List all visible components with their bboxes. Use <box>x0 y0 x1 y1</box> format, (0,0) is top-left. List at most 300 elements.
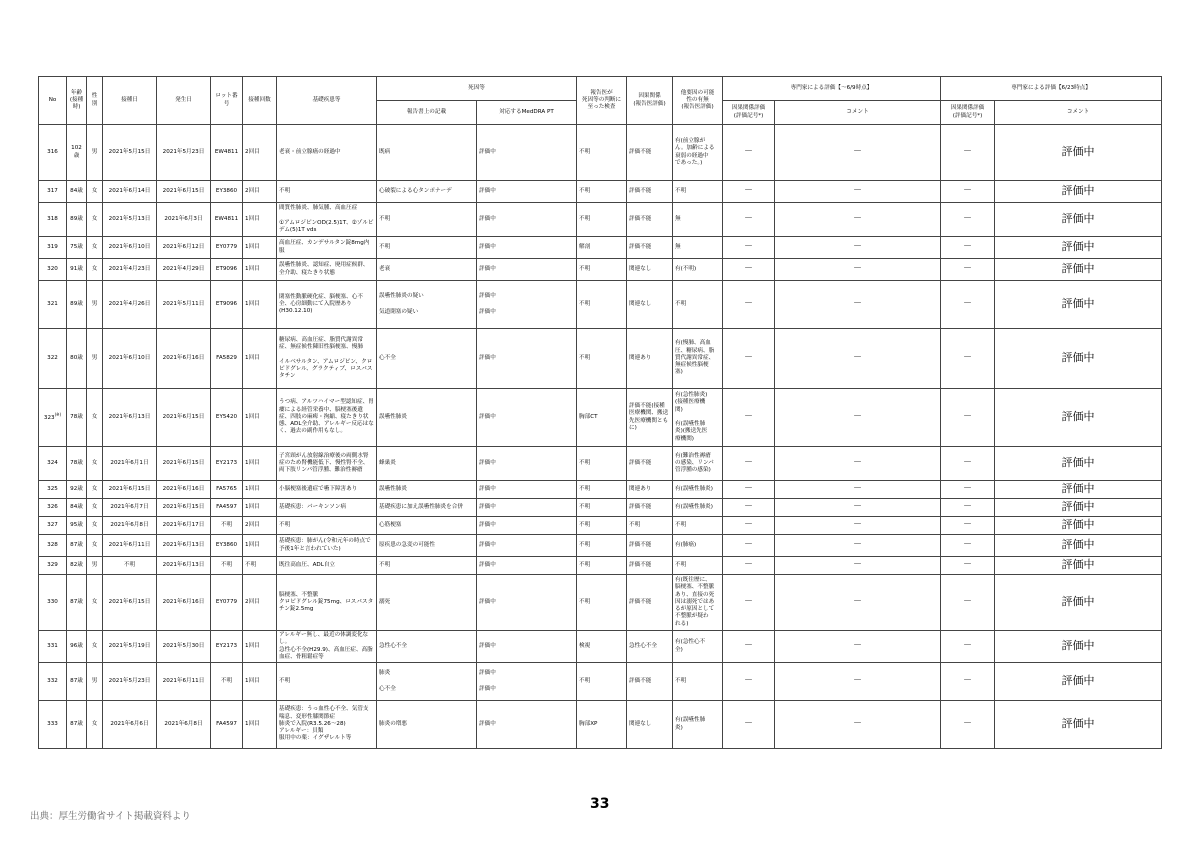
cell-cause-meddra-line: 評価中 <box>479 265 496 272</box>
cell-sex <box>87 499 103 517</box>
cell-no-text: 328 <box>47 541 58 548</box>
cell-no <box>39 663 67 701</box>
cell-cause-meddra-line: 評価中 <box>479 215 496 222</box>
cell-lot <box>211 181 243 203</box>
cell-onset-date-text: 2021年6月3日 <box>164 215 203 222</box>
cell-age-text: 87歳 <box>70 598 83 605</box>
cell-age <box>67 237 87 259</box>
cell-expert1-eval-text: － <box>744 519 754 530</box>
cell-expert2-comment <box>995 663 1162 701</box>
cell-lot <box>211 575 243 631</box>
header-expert2-group: 専門家による評価【6/23時点】 <box>941 77 1162 101</box>
cell-vaccination-date <box>103 237 157 259</box>
cell-expert2-eval <box>941 329 995 389</box>
cell-age <box>67 575 87 631</box>
cell-underlying-text: アレルギー無し、最近の体調変化なし。 急性心不全(H29.9)、高血圧症、高脂血症、骨粗鬆症等 <box>279 632 373 660</box>
row-footnote-mark: (※) <box>54 412 62 418</box>
cell-cause-meddra <box>477 125 577 181</box>
cell-expert1-eval-text: － <box>744 718 754 729</box>
cell-sex <box>87 389 103 447</box>
cell-cause-meddra-line: 評価中 <box>479 670 496 677</box>
cell-lot-text: EY0779 <box>215 243 238 250</box>
cell-age-text: 95歳 <box>70 521 83 528</box>
cell-onset-date-text: 2021年6月15日 <box>162 459 205 466</box>
cell-exam-text: 解剖 <box>579 243 591 250</box>
cell-cause-meddra-line: 評価中 <box>479 293 496 300</box>
cell-expert1-comment-text: － <box>853 596 863 607</box>
cell-cause-meddra <box>477 701 577 749</box>
cell-expert1-eval-text: － <box>744 146 754 157</box>
page-number: 33 <box>590 796 610 812</box>
cell-sex <box>87 181 103 203</box>
cell-other-cause-text: 無 <box>675 243 681 250</box>
cell-dose <box>243 631 277 663</box>
cell-expert1-comment-text: － <box>853 539 863 550</box>
cell-onset-date-text: 2021年6月16日 <box>162 354 205 361</box>
cell-vaccination-date-text: 2021年5月19日 <box>108 642 151 649</box>
cell-onset-date <box>157 203 211 237</box>
cell-dose <box>243 125 277 181</box>
cell-dose-text: 1回目 <box>245 720 260 727</box>
table-row <box>39 535 1162 557</box>
cell-exam <box>577 701 627 749</box>
cell-underlying <box>277 447 377 481</box>
cell-no-text: 333 <box>47 720 58 727</box>
cell-sex <box>87 575 103 631</box>
cell-cause-meddra <box>477 329 577 389</box>
cell-expert2-comment <box>995 329 1162 389</box>
cell-sex <box>87 631 103 663</box>
table-row <box>39 663 1162 701</box>
cell-exam <box>577 481 627 499</box>
cell-cause-meddra-line: 評価中 <box>479 485 496 492</box>
cell-no <box>39 535 67 557</box>
cell-expert1-comment <box>775 281 941 329</box>
cell-onset-date-text: 2021年6月16日 <box>162 485 205 492</box>
cell-sex-text: 女 <box>91 503 98 510</box>
cell-cause-meddra <box>477 663 577 701</box>
header-lot: ロット番号 <box>211 77 243 125</box>
cell-age <box>67 701 87 749</box>
cell-exam <box>577 557 627 575</box>
cell-expert1-comment-text: － <box>853 263 863 274</box>
cell-vaccination-date <box>103 447 157 481</box>
cell-expert2-eval-text: － <box>963 352 973 363</box>
cell-vaccination-date <box>103 557 157 575</box>
cell-expert2-eval-text: － <box>963 675 973 686</box>
cell-age <box>67 535 87 557</box>
cell-expert1-eval <box>723 631 775 663</box>
cell-age <box>67 389 87 447</box>
cell-underlying-text: 糖尿病、高血圧症、脂質代謝異常症、無症候性陳旧性脳梗塞、慢肺 イルベサルタン、アムロジピン、クロピドグレル、グラクティブ、ロスバスタチン <box>279 336 373 380</box>
cell-sex <box>87 663 103 701</box>
cell-dose-text: 2回目 <box>245 598 260 605</box>
cell-causality <box>627 447 673 481</box>
cell-expert2-comment-text: 評価中 <box>1061 240 1095 254</box>
cell-causality-text: 評価不能 <box>629 503 652 510</box>
cell-expert1-eval <box>723 499 775 517</box>
cell-no <box>39 557 67 575</box>
cell-onset-date-text: 2021年6月15日 <box>162 503 205 510</box>
cell-expert2-comment-text: 評価中 <box>1061 482 1095 496</box>
cell-onset-date <box>157 701 211 749</box>
cell-onset-date <box>157 281 211 329</box>
cell-expert1-eval-text: － <box>744 457 754 468</box>
cell-underlying-text: 基礎疾患：うっ血性心不全、気管支喘息、変形性膝関節症 肺炎で入院(R3.5.26～28) アレルギー：貝類 服用中の薬：イグザレルト等 <box>279 706 369 742</box>
cell-sex <box>87 259 103 281</box>
cell-causality-text: 評価不能 <box>629 243 652 250</box>
cell-causality-text: 関連あり <box>629 485 652 492</box>
cell-expert1-comment <box>775 481 941 499</box>
cell-expert2-eval <box>941 631 995 663</box>
cell-onset-date <box>157 557 211 575</box>
cell-onset-date <box>157 329 211 389</box>
cell-expert1-eval-text: － <box>744 411 754 422</box>
cell-causality <box>627 329 673 389</box>
cell-causality-text: 評価不能 <box>629 148 652 155</box>
cell-dose <box>243 499 277 517</box>
cell-onset-date <box>157 499 211 517</box>
cell-age <box>67 517 87 535</box>
cell-vaccination-date-text: 2021年6月11日 <box>108 541 151 548</box>
cell-expert2-comment-text: 評価中 <box>1061 351 1095 365</box>
cell-vaccination-date <box>103 499 157 517</box>
cell-vaccination-date <box>103 535 157 557</box>
header-cause-group: 死因等 <box>377 77 577 101</box>
cell-age <box>67 181 87 203</box>
cell-expert2-eval-text: － <box>963 411 973 422</box>
cell-cause-report-line: 既病 <box>379 148 391 155</box>
cell-expert1-comment <box>775 329 941 389</box>
cell-expert2-eval <box>941 535 995 557</box>
cell-vaccination-date-text: 2021年6月6日 <box>110 720 149 727</box>
cell-onset-date <box>157 631 211 663</box>
cell-dose-text: 1回目 <box>245 413 260 420</box>
cell-cause-report-line: 蜂巣炎 <box>379 459 396 466</box>
cell-sex-text: 男 <box>91 561 98 568</box>
cell-expert1-comment <box>775 575 941 631</box>
table-row <box>39 389 1162 447</box>
cell-expert2-eval <box>941 701 995 749</box>
cell-dose <box>243 389 277 447</box>
cell-lot <box>211 481 243 499</box>
cell-no <box>39 701 67 749</box>
cell-dose-text: 2回目 <box>245 521 260 528</box>
cell-other-cause <box>673 481 723 499</box>
cell-causality <box>627 499 673 517</box>
cell-sex-text: 女 <box>91 215 98 222</box>
cell-other-cause <box>673 181 723 203</box>
cell-causality-text: 不明 <box>629 521 641 528</box>
cell-expert1-comment <box>775 535 941 557</box>
cell-causality <box>627 575 673 631</box>
cell-vaccination-date <box>103 481 157 499</box>
cell-exam <box>577 663 627 701</box>
cell-cause-report <box>377 389 477 447</box>
cell-dose-text: 2回目 <box>245 148 260 155</box>
cell-expert2-eval-text: － <box>963 241 973 252</box>
cell-no-text: 316 <box>47 148 58 155</box>
cell-cause-report <box>377 447 477 481</box>
cell-expert1-comment-text: － <box>853 559 863 570</box>
header-no: No <box>39 77 67 125</box>
cell-causality-text: 評価不能 <box>629 187 652 194</box>
table-row <box>39 701 1162 749</box>
cell-underlying <box>277 329 377 389</box>
cell-no-text: 321 <box>47 300 58 307</box>
cell-no <box>39 447 67 481</box>
cell-expert2-comment-text: 評価中 <box>1061 500 1095 514</box>
cell-expert2-comment-text: 評価中 <box>1061 674 1095 688</box>
cell-expert2-eval <box>941 575 995 631</box>
cell-cause-meddra-line: 評価中 <box>479 503 496 510</box>
cell-other-cause <box>673 259 723 281</box>
cell-onset-date-text: 2021年5月30日 <box>162 642 205 649</box>
cell-expert1-eval <box>723 575 775 631</box>
cell-expert1-comment-text: － <box>853 185 863 196</box>
cell-dose-text: 2回目 <box>245 187 260 194</box>
cell-expert2-comment-text: 評価中 <box>1061 212 1095 226</box>
cell-vaccination-date-text: 2021年6月15日 <box>108 598 151 605</box>
cell-vaccination-date <box>103 631 157 663</box>
cell-onset-date <box>157 237 211 259</box>
cell-expert1-comment <box>775 701 941 749</box>
cell-cause-report <box>377 535 477 557</box>
cell-lot <box>211 535 243 557</box>
cell-expert2-eval-text: － <box>963 718 973 729</box>
table-row <box>39 575 1162 631</box>
cell-exam-text: 不明 <box>579 300 591 307</box>
cell-vaccination-date-text: 不明 <box>123 561 136 568</box>
cell-underlying <box>277 557 377 575</box>
cell-vaccination-date <box>103 389 157 447</box>
cell-exam <box>577 259 627 281</box>
cell-expert2-comment-text: 評価中 <box>1061 518 1095 532</box>
cell-expert1-comment-text: － <box>853 519 863 530</box>
cell-lot <box>211 259 243 281</box>
cell-exam <box>577 203 627 237</box>
cell-expert2-eval <box>941 237 995 259</box>
cell-expert1-eval-text: － <box>744 483 754 494</box>
header-expert2-comment: コメント <box>995 101 1162 125</box>
cell-expert1-comment <box>775 237 941 259</box>
adverse-event-table <box>38 76 1162 749</box>
cell-expert2-eval <box>941 517 995 535</box>
cell-expert1-comment <box>775 125 941 181</box>
cell-age <box>67 125 87 181</box>
cell-expert1-eval <box>723 181 775 203</box>
cell-exam-text: 不明 <box>579 459 591 466</box>
cell-other-cause <box>673 631 723 663</box>
cell-expert2-eval <box>941 663 995 701</box>
cell-expert1-comment <box>775 447 941 481</box>
cell-expert2-comment <box>995 447 1162 481</box>
cell-underlying <box>277 389 377 447</box>
cell-cause-report-line: 肺炎 <box>379 670 391 677</box>
cell-no <box>39 389 67 447</box>
cell-age <box>67 329 87 389</box>
cell-age-text: 82歳 <box>70 561 83 568</box>
cell-cause-report-line: 誤嚥性肺炎 <box>379 485 407 492</box>
cell-dose-text: 1回目 <box>245 300 260 307</box>
cell-dose <box>243 329 277 389</box>
cell-age-text: 92歳 <box>70 485 83 492</box>
cell-cause-report-line: 溺死 <box>379 598 391 605</box>
cell-causality <box>627 389 673 447</box>
cell-age <box>67 281 87 329</box>
cell-expert2-comment <box>995 557 1162 575</box>
cell-exam-text: 不明 <box>579 265 591 272</box>
cell-sex-text: 女 <box>91 265 98 272</box>
cell-lot <box>211 631 243 663</box>
cell-expert2-comment <box>995 203 1162 237</box>
cell-other-cause <box>673 125 723 181</box>
cell-expert1-comment <box>775 181 941 203</box>
cell-cause-report-line: 心不全 <box>379 685 396 692</box>
cell-cause-meddra-line: 評価中 <box>479 187 496 194</box>
cell-expert1-eval-text: － <box>744 559 754 570</box>
cell-no-text: 332 <box>47 677 58 684</box>
cell-vaccination-date <box>103 281 157 329</box>
cell-cause-meddra-line: 評価中 <box>479 413 496 420</box>
cell-sex <box>87 447 103 481</box>
cell-onset-date-text: 2021年5月11日 <box>162 300 205 307</box>
cell-no <box>39 329 67 389</box>
cell-sex-text: 男 <box>91 354 98 361</box>
cell-dose <box>243 575 277 631</box>
cell-no <box>39 481 67 499</box>
cell-other-cause-text: 不明 <box>675 187 687 194</box>
cell-causality-text: 評価不能 <box>629 561 652 568</box>
cell-cause-report <box>377 517 477 535</box>
cell-sex <box>87 557 103 575</box>
cell-cause-meddra-line: 評価中 <box>479 541 496 548</box>
cell-onset-date <box>157 535 211 557</box>
cell-underlying <box>277 517 377 535</box>
cell-age-text: 84歳 <box>70 503 83 510</box>
cell-expert1-eval-text: － <box>744 640 754 651</box>
header-age: 年齢 (接種 時) <box>67 77 87 125</box>
cell-expert2-comment <box>995 701 1162 749</box>
cell-expert2-eval <box>941 447 995 481</box>
cell-expert2-eval-text: － <box>963 298 973 309</box>
cell-other-cause-text: 有(肺癌) <box>675 541 697 548</box>
cell-no-text: 323 <box>43 415 55 422</box>
cell-other-cause-text: 有(誤嚥性肺炎) <box>675 485 713 492</box>
cell-expert2-comment-text: 評価中 <box>1061 456 1095 470</box>
cell-lot-text: EY2173 <box>215 642 238 649</box>
cell-exam-text: 検視 <box>579 642 591 649</box>
cell-other-cause <box>673 329 723 389</box>
cell-sex-text: 女 <box>91 485 98 492</box>
cell-expert1-comment <box>775 203 941 237</box>
cell-exam-text: 不明 <box>579 187 591 194</box>
cell-expert1-comment <box>775 663 941 701</box>
cell-age <box>67 663 87 701</box>
cell-expert1-comment-text: － <box>853 411 863 422</box>
cell-cause-report-line: 心筋梗塞 <box>379 521 402 528</box>
cell-cause-meddra <box>477 389 577 447</box>
cell-onset-date-text: 2021年6月13日 <box>162 561 205 568</box>
cell-underlying-text: 子宮頸がん放射線治療後の両側水腎症のため腎機能低下、慢性腎不全、両下肢リンパ管浮腫、難治性褥瘡 <box>279 452 369 474</box>
cell-expert2-eval-text: － <box>963 559 973 570</box>
cell-vaccination-date <box>103 575 157 631</box>
table-row <box>39 125 1162 181</box>
header-row-1 <box>39 77 1162 101</box>
cell-other-cause-text: 不明 <box>675 521 687 528</box>
table-row <box>39 237 1162 259</box>
cell-other-cause <box>673 575 723 631</box>
cell-causality-text: 評価不能 <box>629 598 652 605</box>
cell-other-cause-text: 有(急性肺炎) (接種医療機 関) 有(誤嚥性肺 炎)(搬送先医 療機関) <box>675 392 708 442</box>
cell-expert2-eval-text: － <box>963 263 973 274</box>
cell-expert2-eval <box>941 499 995 517</box>
cell-other-cause-text: 有(前立腺が ん。加齢による 衰弱の経過中 であった。) <box>675 137 715 166</box>
cell-exam <box>577 181 627 203</box>
cell-cause-report-line: 誤嚥性肺炎 <box>379 413 407 420</box>
cell-expert2-eval <box>941 481 995 499</box>
cell-expert1-comment-text: － <box>853 640 863 651</box>
cell-other-cause <box>673 535 723 557</box>
cell-expert2-comment-text: 評価中 <box>1061 717 1095 731</box>
cell-no <box>39 181 67 203</box>
cell-onset-date-text: 2021年6月16日 <box>162 598 205 605</box>
cell-dose-text: 1回目 <box>245 541 260 548</box>
table-row <box>39 281 1162 329</box>
cell-causality <box>627 237 673 259</box>
cell-exam <box>577 389 627 447</box>
header-vaccination-date: 接種日 <box>103 77 157 125</box>
cell-dose <box>243 663 277 701</box>
cell-exam-text: 不明 <box>579 485 591 492</box>
cell-vaccination-date-text: 2021年5月15日 <box>108 148 151 155</box>
cell-sex-text: 女 <box>91 187 98 194</box>
cell-cause-meddra <box>477 499 577 517</box>
cell-lot <box>211 281 243 329</box>
header-cause-meddra: 対応するMedDRA PT <box>477 101 577 125</box>
cell-onset-date <box>157 481 211 499</box>
cell-expert1-eval <box>723 517 775 535</box>
cell-lot-text: EY2173 <box>215 459 238 466</box>
cell-expert1-comment-text: － <box>853 675 863 686</box>
cell-expert1-eval-text: － <box>744 298 754 309</box>
cell-expert2-comment <box>995 535 1162 557</box>
header-expert1-group: 専門家による評価【～6/9時点】 <box>723 77 941 101</box>
cell-expert2-eval-text: － <box>963 640 973 651</box>
cell-no <box>39 517 67 535</box>
cell-sex-text: 女 <box>91 598 98 605</box>
cell-vaccination-date <box>103 259 157 281</box>
cell-expert2-eval-text: － <box>963 539 973 550</box>
cell-expert1-eval-text: － <box>744 501 754 512</box>
cell-expert2-comment-text: 評価中 <box>1061 558 1095 572</box>
cell-expert2-comment-text: 評価中 <box>1061 145 1095 159</box>
cell-age-text: 89歳 <box>70 215 83 222</box>
cell-lot-text: FA4597 <box>216 720 237 727</box>
cell-expert2-eval <box>941 281 995 329</box>
cell-cause-report-line: 老衰 <box>379 265 391 272</box>
cell-expert1-eval <box>723 281 775 329</box>
cell-causality-text: 評価不能(接種 医療機関、搬送 先医療機関とも に) <box>629 402 669 431</box>
cell-underlying <box>277 203 377 237</box>
cell-causality <box>627 125 673 181</box>
cell-cause-meddra <box>477 237 577 259</box>
cell-vaccination-date-text: 2021年5月23日 <box>108 677 151 684</box>
cell-expert2-eval-text: － <box>963 519 973 530</box>
cell-expert2-eval <box>941 259 995 281</box>
cell-sex-text: 女 <box>91 541 98 548</box>
cell-expert2-eval <box>941 125 995 181</box>
